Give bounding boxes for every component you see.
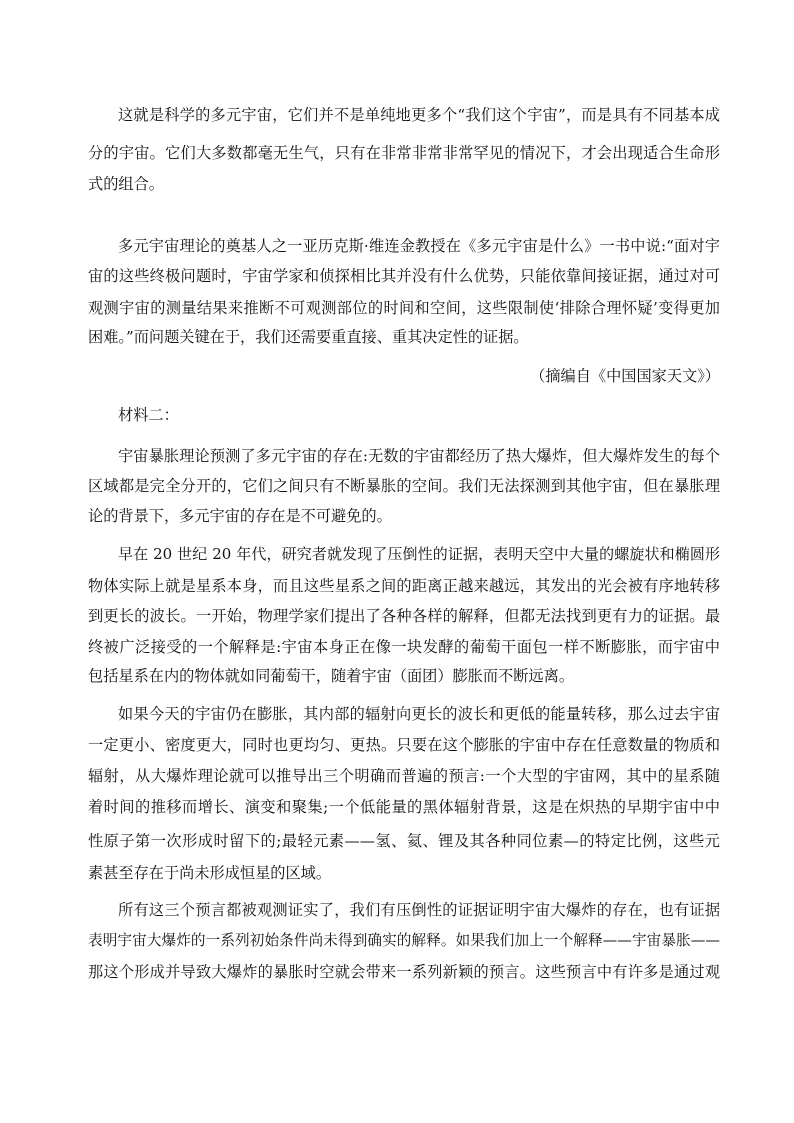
paragraph-line: 多元宇宙理论的奠基人之一亚历克斯·维连金教授在《多元宇宙是什么》一书中说:“面对宇 <box>118 237 720 255</box>
paragraph-line: 表明宇宙大爆炸的一系列初始条件尚未得到确实的解释。如果我们加上一个解释——宇宙暴胀—— <box>88 932 720 949</box>
paragraph-line: 困难。”而问题关键在于，我们还需要重直接、重其决定性的证据。 <box>88 328 529 346</box>
source-citation: （摘编自《中国国家天文》） <box>530 367 720 385</box>
paragraph-line: 包括星系在内的物体就如同葡萄干，随着宇宙（面团）膨胀而不断远离。 <box>88 667 574 685</box>
paragraph-line: 辐射，从大爆炸理论就可以推导出三个明确而普遍的预言:一个大型的宇宙网，其中的星系随 <box>88 767 720 785</box>
paragraph-line: 着时间的推移而增长、演变和聚集;一个低能量的黑体辐射背景，这是在炽热的早期宇宙中中 <box>88 798 720 816</box>
paragraph-line: 分的宇宙。它们大多数都毫无生气，只有在非常非常非常罕见的情况下，才会出现适合生命形 <box>88 144 720 162</box>
paragraph-line: 论的背景下，多元宇宙的存在是不可避免的。 <box>88 507 392 525</box>
paragraph-line: 物体实际上就是星系本身，而且这些星系之间的距离正越来越远，其发出的光会被有序地转移 <box>88 577 720 595</box>
section-heading: 材料二： <box>118 406 179 424</box>
paragraph-line: 早在 20 世纪 20 年代，研究者就发现了压倒性的证据，表明天空中大量的螺旋状和椭圆形 <box>118 545 720 563</box>
paragraph-line: 素甚至存在于尚未形成恒星的区域。 <box>88 864 331 882</box>
paragraph-line: 这就是科学的多元宇宙，它们并不是单纯地更多个“我们这个宇宙”，而是具有不同基本成 <box>118 106 720 124</box>
paragraph-line: 到更长的波长。一开始，物理学家们提出了各种各样的解释，但都无法找到更有力的证据。最 <box>88 607 720 625</box>
paragraph-line: 宙的这些终极问题时，宇宙学家和侦探相比其并没有什么优势，只能依靠间接证据，通过对可 <box>88 267 720 285</box>
paragraph-line: 一定更小、密度更大，同时也更均匀、更热。只要在这个膨胀的宇宙中存在任意数量的物质和 <box>88 736 720 754</box>
paragraph-line: 如果今天的宇宙仍在膨胀，其内部的辐射向更长的波长和更低的能量转移，那么过去宇宙 <box>118 705 720 723</box>
paragraph-line: 那这个形成并导致大爆炸的暴胀时空就会带来一系列新颖的预言。这些预言中有许多是通过观 <box>88 963 720 981</box>
paragraph-line: 宇宙暴胀理论预测了多元宇宙的存在:无数的宇宙都经历了热大爆炸，但大爆炸发生的每个 <box>118 447 720 465</box>
paragraph-line: 性原子第一次形成时留下的;最轻元素——氢、氦、锂及其各种同位素—的特定比例，这些元 <box>88 832 720 850</box>
paragraph-line: 区域都是完全分开的，它们之间只有不断暴胀的空间。我们无法探测到其他宇宙，但在暴胀理 <box>88 477 720 495</box>
paragraph-line: 式的组合。 <box>88 175 164 193</box>
paragraph-line: 所有这三个预言都被观测证实了，我们有压倒性的证据证明宇宙大爆炸的存在，也有证据 <box>118 901 720 919</box>
paragraph-line: 终被广泛接受的一个解释是:宇宙本身正在像一块发酵的葡萄干面包一样不断膨胀，而宇宙中 <box>88 638 720 656</box>
paragraph-line: 观测宇宙的测量结果来推断不可观测部位的时间和空间，这些限制使‘排除合理怀疑’变得更加 <box>88 299 720 317</box>
